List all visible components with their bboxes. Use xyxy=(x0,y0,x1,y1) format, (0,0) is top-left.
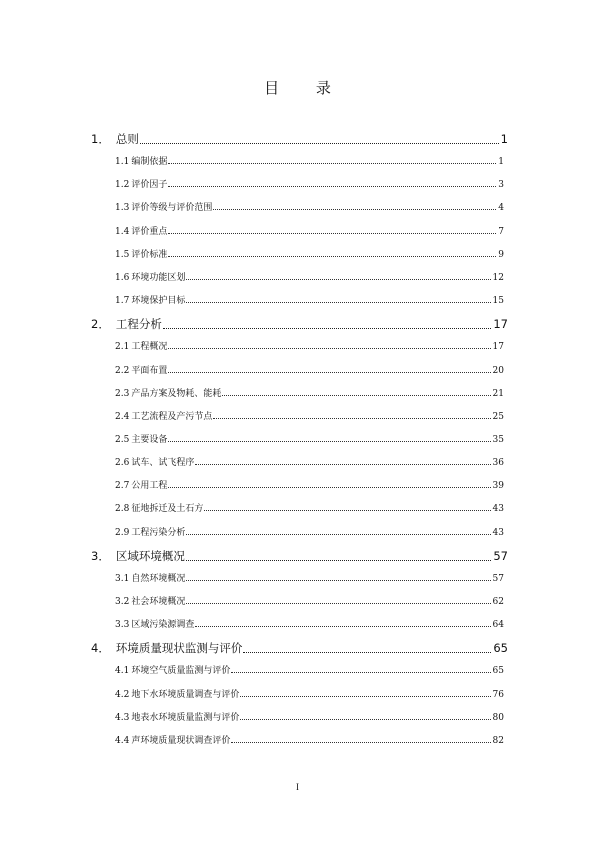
toc-entry-number: 2.2 xyxy=(115,365,130,376)
toc-entry-page: 80 xyxy=(492,712,504,723)
toc-dot-leader xyxy=(231,672,490,673)
toc-entry-page: 25 xyxy=(492,411,504,422)
toc-dot-leader xyxy=(163,328,492,329)
toc-section-entry[interactable] xyxy=(115,270,504,283)
toc-entry-page: 1 xyxy=(500,132,508,146)
toc-dot-leader xyxy=(213,418,490,419)
toc-dot-leader xyxy=(140,143,499,144)
toc-dot-leader xyxy=(168,487,490,488)
toc-entry-title: 地下水环境质量调查与评价 xyxy=(131,689,240,700)
toc-entry-title: 征地拆迁及土石方 xyxy=(131,504,204,515)
page-title: 目 录 xyxy=(264,79,347,97)
toc-entry-title: 公用工程 xyxy=(131,481,168,492)
toc-section-entry[interactable] xyxy=(115,200,504,213)
toc-entry-number: 3.3 xyxy=(115,620,130,631)
toc-entry-page: 65 xyxy=(492,666,504,677)
toc-section-entry[interactable] xyxy=(115,733,504,746)
toc-entry-number: 4． xyxy=(91,641,110,656)
toc-entry-number: 2.1 xyxy=(115,342,130,353)
toc-section-entry[interactable] xyxy=(115,409,504,422)
toc-entry-number: 1.2 xyxy=(115,180,130,191)
toc-section-entry[interactable] xyxy=(115,339,504,352)
toc-dot-leader xyxy=(168,372,490,373)
toc-entry-page: 7 xyxy=(498,226,504,237)
toc-dot-leader xyxy=(186,580,490,581)
toc-entry-number: 4.2 xyxy=(115,689,130,700)
toc-entry-number: 2． xyxy=(91,317,110,332)
toc-section-entry[interactable] xyxy=(115,710,504,723)
toc-entry-page: 4 xyxy=(498,203,504,214)
toc-entry-number: 2.8 xyxy=(115,504,130,515)
toc-entry-page: 82 xyxy=(492,735,504,746)
toc-entry-page: 35 xyxy=(492,434,504,445)
toc-entry-title: 自然环境概况 xyxy=(131,573,186,584)
toc-section-entry[interactable] xyxy=(115,478,504,491)
toc-entry-number: 2.9 xyxy=(115,527,130,538)
toc-section-entry[interactable] xyxy=(115,363,504,376)
toc-section-entry[interactable] xyxy=(115,663,504,676)
toc-entry-page: 17 xyxy=(492,342,504,353)
toc-entry-title: 声环境质量现状调查评价 xyxy=(131,735,231,746)
toc-entry-title: 评价等级与评价范围 xyxy=(131,203,213,214)
toc-entry-title: 环境功能区划 xyxy=(131,272,186,283)
toc-dot-leader xyxy=(243,652,491,653)
toc-dot-leader xyxy=(186,560,492,561)
toc-chapter-entry[interactable] xyxy=(91,316,508,332)
toc-entry-page: 1 xyxy=(498,157,504,168)
toc-entry-page: 3 xyxy=(498,180,504,191)
toc-section-entry[interactable] xyxy=(115,386,504,399)
toc-section-entry[interactable] xyxy=(115,571,504,584)
toc-entry-page: 39 xyxy=(492,481,504,492)
toc-entry-title: 工艺流程及产污节点 xyxy=(131,411,213,422)
toc-entry-number: 3.1 xyxy=(115,573,130,584)
toc-entry-number: 1.6 xyxy=(115,272,130,283)
toc-entry-number: 1.5 xyxy=(115,249,130,260)
toc-section-entry[interactable] xyxy=(115,293,504,306)
toc-dot-leader xyxy=(240,719,490,720)
toc-entry-title: 评价因子 xyxy=(131,180,168,191)
toc-entry-number: 1． xyxy=(91,132,110,146)
toc-entry-title: 编制依据 xyxy=(131,157,168,168)
toc-entry-page: 21 xyxy=(492,388,504,399)
toc-entry-page: 43 xyxy=(492,504,504,515)
toc-entry-number: 2.3 xyxy=(115,388,130,399)
toc-entry-title: 平面布置 xyxy=(131,365,168,376)
toc-entry-page: 15 xyxy=(492,296,504,307)
toc-entry-title: 试车、试飞程序 xyxy=(131,458,195,469)
toc-section-entry[interactable] xyxy=(115,177,504,190)
toc-section-entry[interactable] xyxy=(115,154,504,167)
toc-entry-number: 2.4 xyxy=(115,411,130,422)
toc-entry-title: 区域环境概况 xyxy=(115,548,185,563)
toc-entry-number: 4.3 xyxy=(115,712,130,723)
toc-dot-leader xyxy=(186,534,490,535)
toc-section-entry[interactable] xyxy=(115,247,504,260)
toc-dot-leader xyxy=(186,302,490,303)
toc-dot-leader xyxy=(231,742,490,743)
toc-section-entry[interactable] xyxy=(115,594,504,607)
toc-entry-number: 2.5 xyxy=(115,434,130,445)
toc-section-entry[interactable] xyxy=(115,501,504,514)
toc-entry-page: 9 xyxy=(498,249,504,260)
toc-entry-title: 工程概况 xyxy=(131,342,168,353)
toc-entry-page: 57 xyxy=(493,548,508,563)
toc-entry-title: 社会环境概况 xyxy=(131,597,186,607)
toc-dot-leader xyxy=(186,279,490,280)
toc-dot-leader xyxy=(222,395,490,396)
toc-entry-title: 主要设备 xyxy=(131,434,168,445)
toc-section-entry[interactable] xyxy=(115,432,504,445)
toc-entry-title: 地表水环境质量监测与评价 xyxy=(131,712,240,723)
toc-dot-leader xyxy=(240,696,490,697)
toc-section-entry[interactable] xyxy=(115,525,504,538)
toc-chapter-entry[interactable] xyxy=(91,131,508,147)
toc-entry-title: 工程污染分析 xyxy=(131,527,186,538)
toc-entry-page: 12 xyxy=(492,272,504,283)
toc-entry-title: 总则 xyxy=(115,132,139,146)
toc-chapter-entry[interactable] xyxy=(91,548,508,564)
toc-entry-number: 4.4 xyxy=(115,735,130,746)
toc-dot-leader xyxy=(168,441,490,442)
toc-entry-page: 43 xyxy=(492,527,504,538)
toc-dot-leader xyxy=(186,603,490,604)
toc-entry-title: 环境质量现状监测与评价 xyxy=(115,641,243,656)
toc-entry-number: 3． xyxy=(91,548,110,563)
toc-entry-number: 1.3 xyxy=(115,203,130,214)
toc-entry-number: 3.2 xyxy=(115,597,130,607)
toc-section-entry[interactable] xyxy=(115,455,504,468)
toc-chapter-entry[interactable] xyxy=(91,640,508,656)
toc-dot-leader xyxy=(168,163,496,164)
toc-entry-page: 76 xyxy=(492,689,504,700)
toc-dot-leader xyxy=(213,209,496,210)
toc-dot-leader xyxy=(168,186,496,187)
toc-section-entry[interactable] xyxy=(115,617,504,630)
toc-dot-leader xyxy=(195,626,490,627)
page-number: I xyxy=(296,782,299,792)
toc-entry-title: 区域污染源调查 xyxy=(131,620,195,631)
toc-entry-title: 评价重点 xyxy=(131,226,168,237)
toc-entry-number: 1.7 xyxy=(115,296,130,307)
toc-entry-page: 20 xyxy=(492,365,504,376)
toc-section-entry[interactable] xyxy=(115,224,504,237)
toc-entry-page: 36 xyxy=(492,458,504,469)
toc-entry-title: 评价标准 xyxy=(131,249,168,260)
toc-entry-page: 57 xyxy=(492,573,504,584)
toc-entry-number: 1.4 xyxy=(115,226,130,237)
toc-entry-title: 环境保护目标 xyxy=(131,296,186,307)
toc-entry-page: 62 xyxy=(492,597,504,607)
toc-section-entry[interactable] xyxy=(115,687,504,700)
toc-entry-page: 17 xyxy=(493,317,508,332)
toc-dot-leader xyxy=(168,348,490,349)
toc-dot-leader xyxy=(195,464,490,465)
toc-entry-page: 64 xyxy=(492,620,504,631)
toc-dot-leader xyxy=(204,510,490,511)
toc-entry-page: 65 xyxy=(493,641,508,656)
toc-entry-number: 4.1 xyxy=(115,666,130,677)
toc-entry-title: 工程分析 xyxy=(115,317,162,332)
toc-entry-title: 产品方案及物耗、能耗 xyxy=(131,388,222,399)
toc-entry-title: 环境空气质量监测与评价 xyxy=(131,666,231,677)
toc-dot-leader xyxy=(168,256,496,257)
toc-entry-number: 1.1 xyxy=(115,157,130,168)
toc-entry-number: 2.7 xyxy=(115,481,130,492)
toc-dot-leader xyxy=(168,233,496,234)
toc-entry-number: 2.6 xyxy=(115,458,130,469)
